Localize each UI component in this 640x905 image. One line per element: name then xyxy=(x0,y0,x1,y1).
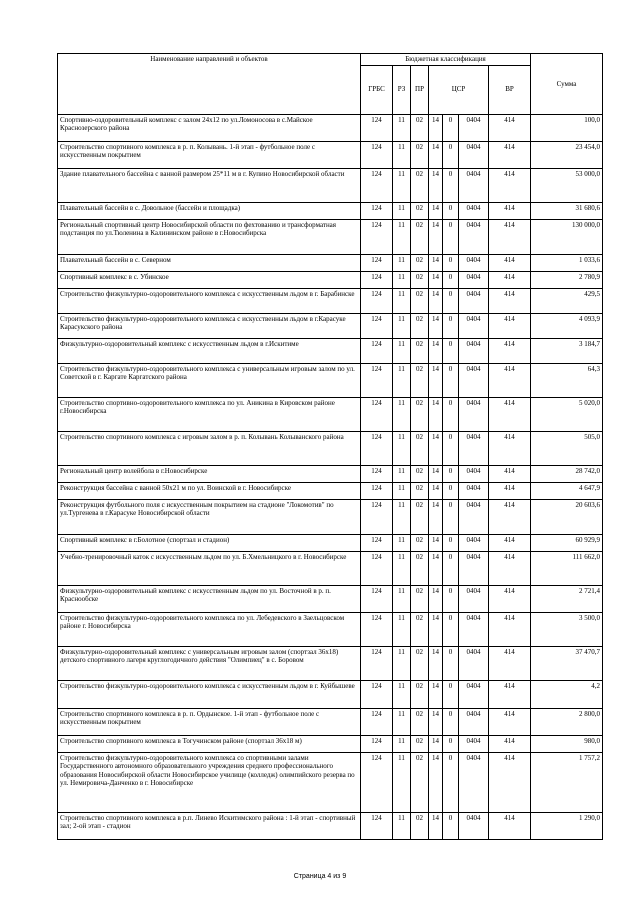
csr-subprogram-cell: 0 xyxy=(443,812,459,839)
vr-cell: 414 xyxy=(489,313,531,338)
csr-program-cell: 14 xyxy=(429,202,443,219)
grbs-cell: 124 xyxy=(361,551,393,585)
table-row xyxy=(58,271,603,288)
csr-subprogram-cell: 0 xyxy=(443,680,459,708)
object-name-cell: Строительство спортивного комплекса в р. п. Колывань. 1-й этап - футбольное поле с искусственным покрытием xyxy=(58,141,361,168)
grbs-cell: 124 xyxy=(361,431,393,465)
csr-code-cell: 0404 xyxy=(459,288,489,313)
grbs-cell: 124 xyxy=(361,202,393,219)
pr-cell: 02 xyxy=(411,114,429,141)
rz-cell: 11 xyxy=(393,534,411,551)
csr-code-cell: 0404 xyxy=(459,752,489,812)
csr-subprogram-cell: 0 xyxy=(443,363,459,397)
sum-cell: 1 290,0 xyxy=(531,812,603,839)
object-name-cell: Строительство физкультурно-оздоровительного комплекса с искусственным льдом в г.Карасуке Карасукского района xyxy=(58,313,361,338)
sum-cell: 2 721,4 xyxy=(531,585,603,612)
csr-code-cell: 0404 xyxy=(459,397,489,431)
table-row xyxy=(58,482,603,499)
grbs-cell: 124 xyxy=(361,465,393,482)
rz-cell: 11 xyxy=(393,680,411,708)
rz-cell: 11 xyxy=(393,338,411,363)
pr-cell: 02 xyxy=(411,271,429,288)
csr-subprogram-cell: 0 xyxy=(443,271,459,288)
object-name-cell: Региональный центр волейбола в г.Новосибирске xyxy=(58,465,361,482)
table-row xyxy=(58,288,603,313)
table-row xyxy=(58,313,603,338)
csr-program-cell: 14 xyxy=(429,812,443,839)
object-name-cell: Физкультурно-оздоровительный комплекс с искусственным льдом по ул. Восточной в р. п. Краснообске xyxy=(58,585,361,612)
pr-cell: 02 xyxy=(411,482,429,499)
grbs-cell: 124 xyxy=(361,397,393,431)
table-row xyxy=(58,551,603,585)
vr-cell: 414 xyxy=(489,482,531,499)
rz-cell: 11 xyxy=(393,397,411,431)
vr-cell: 414 xyxy=(489,271,531,288)
grbs-cell: 124 xyxy=(361,585,393,612)
table-row xyxy=(58,431,603,465)
object-name-cell: Спортивный комплекс в г.Болотное (спортзал и стадион) xyxy=(58,534,361,551)
sum-cell: 429,5 xyxy=(531,288,603,313)
csr-code-cell: 0404 xyxy=(459,708,489,735)
pr-cell: 02 xyxy=(411,141,429,168)
pr-cell: 02 xyxy=(411,551,429,585)
rz-cell: 11 xyxy=(393,482,411,499)
header-grbs: ГРБС xyxy=(361,65,393,114)
grbs-cell: 124 xyxy=(361,812,393,839)
header-rz: РЗ xyxy=(393,65,411,114)
sum-cell: 3 500,0 xyxy=(531,612,603,646)
grbs-cell: 124 xyxy=(361,114,393,141)
vr-cell: 414 xyxy=(489,708,531,735)
sum-cell: 4 093,9 xyxy=(531,313,603,338)
csr-program-cell: 14 xyxy=(429,534,443,551)
vr-cell: 414 xyxy=(489,141,531,168)
csr-code-cell: 0404 xyxy=(459,812,489,839)
vr-cell: 414 xyxy=(489,288,531,313)
csr-subprogram-cell: 0 xyxy=(443,431,459,465)
sum-cell: 505,0 xyxy=(531,431,603,465)
csr-program-cell: 14 xyxy=(429,338,443,363)
rz-cell: 11 xyxy=(393,465,411,482)
csr-subprogram-cell: 0 xyxy=(443,534,459,551)
csr-subprogram-cell: 0 xyxy=(443,708,459,735)
object-name-cell: Строительство спортивного комплекса в р.п. Линево Искитимского района : 1-й этап - спортивный зал; 2-ой этап - стадион xyxy=(58,812,361,839)
vr-cell: 414 xyxy=(489,202,531,219)
grbs-cell: 124 xyxy=(361,499,393,534)
budget-table xyxy=(57,53,603,840)
table-row xyxy=(58,141,603,168)
table-row xyxy=(58,397,603,431)
pr-cell: 02 xyxy=(411,585,429,612)
csr-program-cell: 14 xyxy=(429,271,443,288)
csr-program-cell: 14 xyxy=(429,680,443,708)
vr-cell: 414 xyxy=(489,431,531,465)
csr-subprogram-cell: 0 xyxy=(443,254,459,271)
vr-cell: 414 xyxy=(489,646,531,680)
object-name-cell: Здание плавательного бассейна с ванной размером 25*11 м в г. Купино Новосибирской области xyxy=(58,168,361,202)
table-row xyxy=(58,534,603,551)
object-name-cell: Физкультурно-оздоровительный комплекс с универсальным игровым залом (спортзал 36х18) детского спортивного лагеря круглогодичного действия "Олимпиец" в с. Боровом xyxy=(58,646,361,680)
table-row xyxy=(58,612,603,646)
csr-code-cell: 0404 xyxy=(459,431,489,465)
pr-cell: 02 xyxy=(411,219,429,254)
rz-cell: 11 xyxy=(393,114,411,141)
grbs-cell: 124 xyxy=(361,141,393,168)
object-name-cell: Физкультурно-оздоровительный комплекс с искусственным льдом в г.Искитиме xyxy=(58,338,361,363)
object-name-cell: Строительство физкультурно-оздоровительного комплекса со спортивными залами Государственного автономного образовательного учреждения среднего профессионального образования Новосибирской области Новосибирское училище (колледж) олимпийского резерва по ул. Немировича-Данченко в г. Новосибирске xyxy=(58,752,361,812)
csr-subprogram-cell: 0 xyxy=(443,202,459,219)
csr-code-cell: 0404 xyxy=(459,499,489,534)
csr-subprogram-cell: 0 xyxy=(443,482,459,499)
grbs-cell: 124 xyxy=(361,646,393,680)
rz-cell: 11 xyxy=(393,585,411,612)
table-row xyxy=(58,168,603,202)
object-name-cell: Плавательный бассейн в с. Довольное (бассейн и площадка) xyxy=(58,202,361,219)
sum-cell: 1 033,6 xyxy=(531,254,603,271)
table-row xyxy=(58,202,603,219)
vr-cell: 414 xyxy=(489,114,531,141)
object-name-cell: Региональный спортивный центр Новосибирской области по фехтованию и трансформатная подстанция по ул.Тюленина в Калининском районе в г.Новосибирска xyxy=(58,219,361,254)
pr-cell: 02 xyxy=(411,708,429,735)
header-budget-classification: Бюджетная классификация xyxy=(361,54,531,66)
grbs-cell: 124 xyxy=(361,708,393,735)
vr-cell: 414 xyxy=(489,168,531,202)
sum-cell: 100,0 xyxy=(531,114,603,141)
header-pr: ПР xyxy=(411,65,429,114)
vr-cell: 414 xyxy=(489,612,531,646)
csr-program-cell: 14 xyxy=(429,482,443,499)
csr-program-cell: 14 xyxy=(429,612,443,646)
csr-program-cell: 14 xyxy=(429,585,443,612)
csr-code-cell: 0404 xyxy=(459,313,489,338)
pr-cell: 02 xyxy=(411,812,429,839)
vr-cell: 414 xyxy=(489,752,531,812)
csr-subprogram-cell: 0 xyxy=(443,735,459,752)
csr-program-cell: 14 xyxy=(429,735,443,752)
object-name-cell: Учебно-тренировочный каток с искусственным льдом по ул. Б.Хмельницкого в г. Новосибирске xyxy=(58,551,361,585)
rz-cell: 11 xyxy=(393,646,411,680)
pr-cell: 02 xyxy=(411,254,429,271)
table-row xyxy=(58,585,603,612)
object-name-cell: Строительство физкультурно-оздоровительного комплекса по ул. Лебедевского в Заельцовском районе г. Новосибирска xyxy=(58,612,361,646)
rz-cell: 11 xyxy=(393,812,411,839)
csr-code-cell: 0404 xyxy=(459,646,489,680)
rz-cell: 11 xyxy=(393,202,411,219)
grbs-cell: 124 xyxy=(361,363,393,397)
grbs-cell: 124 xyxy=(361,219,393,254)
csr-program-cell: 14 xyxy=(429,431,443,465)
rz-cell: 11 xyxy=(393,288,411,313)
grbs-cell: 124 xyxy=(361,313,393,338)
object-name-cell: Строительство спортивного комплекса в Тогучинском районе (спортзал 36х18 м) xyxy=(58,735,361,752)
pr-cell: 02 xyxy=(411,288,429,313)
csr-subprogram-cell: 0 xyxy=(443,141,459,168)
sum-cell: 980,0 xyxy=(531,735,603,752)
csr-subprogram-cell: 0 xyxy=(443,313,459,338)
csr-code-cell: 0404 xyxy=(459,254,489,271)
table-row xyxy=(58,708,603,735)
csr-program-cell: 14 xyxy=(429,551,443,585)
sum-cell: 37 470,7 xyxy=(531,646,603,680)
csr-code-cell: 0404 xyxy=(459,219,489,254)
grbs-cell: 124 xyxy=(361,534,393,551)
vr-cell: 414 xyxy=(489,735,531,752)
csr-code-cell: 0404 xyxy=(459,363,489,397)
object-name-cell: Плавательный бассейн в с. Северном xyxy=(58,254,361,271)
sum-cell: 31 680,6 xyxy=(531,202,603,219)
rz-cell: 11 xyxy=(393,612,411,646)
csr-program-cell: 14 xyxy=(429,499,443,534)
sum-cell: 20 603,6 xyxy=(531,499,603,534)
rz-cell: 11 xyxy=(393,735,411,752)
sum-cell: 3 184,7 xyxy=(531,338,603,363)
sum-cell: 28 742,0 xyxy=(531,465,603,482)
table-row xyxy=(58,338,603,363)
csr-subprogram-cell: 0 xyxy=(443,551,459,585)
pr-cell: 02 xyxy=(411,338,429,363)
table-row xyxy=(58,646,603,680)
sum-cell: 4,2 xyxy=(531,680,603,708)
rz-cell: 11 xyxy=(393,752,411,812)
rz-cell: 11 xyxy=(393,219,411,254)
rz-cell: 11 xyxy=(393,168,411,202)
grbs-cell: 124 xyxy=(361,271,393,288)
rz-cell: 11 xyxy=(393,271,411,288)
rz-cell: 11 xyxy=(393,313,411,338)
csr-subprogram-cell: 0 xyxy=(443,752,459,812)
grbs-cell: 124 xyxy=(361,680,393,708)
sum-cell: 130 000,0 xyxy=(531,219,603,254)
header-csr: ЦСР xyxy=(429,65,489,114)
csr-code-cell: 0404 xyxy=(459,202,489,219)
grbs-cell: 124 xyxy=(361,288,393,313)
pr-cell: 02 xyxy=(411,431,429,465)
vr-cell: 414 xyxy=(489,534,531,551)
pr-cell: 02 xyxy=(411,646,429,680)
grbs-cell: 124 xyxy=(361,735,393,752)
rz-cell: 11 xyxy=(393,551,411,585)
csr-subprogram-cell: 0 xyxy=(443,168,459,202)
csr-subprogram-cell: 0 xyxy=(443,612,459,646)
sum-cell: 2 780,9 xyxy=(531,271,603,288)
vr-cell: 414 xyxy=(489,338,531,363)
rz-cell: 11 xyxy=(393,708,411,735)
sum-cell: 60 929,9 xyxy=(531,534,603,551)
sum-cell: 1 757,2 xyxy=(531,752,603,812)
header-name-column: Наименование направлений и объектов xyxy=(58,54,361,115)
pr-cell: 02 xyxy=(411,752,429,812)
pr-cell: 02 xyxy=(411,612,429,646)
csr-code-cell: 0404 xyxy=(459,141,489,168)
object-name-cell: Строительство физкультурно-оздоровительного комплекса с искусственным льдом в г. Барабинске xyxy=(58,288,361,313)
csr-program-cell: 14 xyxy=(429,752,443,812)
csr-subprogram-cell: 0 xyxy=(443,114,459,141)
pr-cell: 02 xyxy=(411,499,429,534)
csr-program-cell: 14 xyxy=(429,313,443,338)
table-row xyxy=(58,752,603,812)
sum-cell: 23 454,0 xyxy=(531,141,603,168)
grbs-cell: 124 xyxy=(361,482,393,499)
grbs-cell: 124 xyxy=(361,338,393,363)
header-sum-column: Сумма xyxy=(531,54,603,115)
vr-cell: 414 xyxy=(489,585,531,612)
object-name-cell: Строительство спортивного комплекса с игровым залом в р. п. Колывань Колыванского района xyxy=(58,431,361,465)
object-name-cell: Реконструкция футбольного поля с искусственным покрытием на стадионе "Локомотив" по ул.Тургенева в г.Карасуке Новосибирской области xyxy=(58,499,361,534)
csr-subprogram-cell: 0 xyxy=(443,288,459,313)
object-name-cell: Строительство физкультурно-оздоровительного комплекса с искусственным льдом в г. Куйбышеве xyxy=(58,680,361,708)
pr-cell: 02 xyxy=(411,168,429,202)
table-row xyxy=(58,735,603,752)
csr-code-cell: 0404 xyxy=(459,482,489,499)
rz-cell: 11 xyxy=(393,499,411,534)
grbs-cell: 124 xyxy=(361,612,393,646)
csr-program-cell: 14 xyxy=(429,254,443,271)
rz-cell: 11 xyxy=(393,431,411,465)
csr-program-cell: 14 xyxy=(429,219,443,254)
csr-code-cell: 0404 xyxy=(459,271,489,288)
csr-program-cell: 14 xyxy=(429,646,443,680)
csr-program-cell: 14 xyxy=(429,288,443,313)
rz-cell: 11 xyxy=(393,141,411,168)
grbs-cell: 124 xyxy=(361,168,393,202)
csr-program-cell: 14 xyxy=(429,168,443,202)
vr-cell: 414 xyxy=(489,397,531,431)
sum-cell: 111 662,0 xyxy=(531,551,603,585)
pr-cell: 02 xyxy=(411,680,429,708)
vr-cell: 414 xyxy=(489,219,531,254)
csr-code-cell: 0404 xyxy=(459,680,489,708)
object-name-cell: Спортивный комплекс в с. Убинское xyxy=(58,271,361,288)
csr-subprogram-cell: 0 xyxy=(443,499,459,534)
vr-cell: 414 xyxy=(489,551,531,585)
grbs-cell: 124 xyxy=(361,752,393,812)
csr-code-cell: 0404 xyxy=(459,585,489,612)
object-name-cell: Строительство спортивного комплекса в р. п. Ордынское. 1-й этап - футбольное поле с искусственным покрытием xyxy=(58,708,361,735)
vr-cell: 414 xyxy=(489,254,531,271)
csr-code-cell: 0404 xyxy=(459,735,489,752)
csr-code-cell: 0404 xyxy=(459,612,489,646)
pr-cell: 02 xyxy=(411,313,429,338)
page-footer: Страница 4 из 9 xyxy=(293,873,347,880)
sum-cell: 5 020,0 xyxy=(531,397,603,431)
table-row xyxy=(58,812,603,839)
pr-cell: 02 xyxy=(411,465,429,482)
csr-subprogram-cell: 0 xyxy=(443,397,459,431)
pr-cell: 02 xyxy=(411,397,429,431)
csr-program-cell: 14 xyxy=(429,114,443,141)
csr-code-cell: 0404 xyxy=(459,465,489,482)
csr-program-cell: 14 xyxy=(429,465,443,482)
csr-program-cell: 14 xyxy=(429,397,443,431)
table-row xyxy=(58,363,603,397)
csr-code-cell: 0404 xyxy=(459,534,489,551)
header-vr: ВР xyxy=(489,65,531,114)
vr-cell: 414 xyxy=(489,812,531,839)
sum-cell: 4 647,9 xyxy=(531,482,603,499)
vr-cell: 414 xyxy=(489,680,531,708)
csr-code-cell: 0404 xyxy=(459,114,489,141)
object-name-cell: Строительство физкультурно-оздоровительного комплекса с универсальным игровым залом по ул. Советской в г. Каргате Каргатского района xyxy=(58,363,361,397)
csr-code-cell: 0404 xyxy=(459,338,489,363)
pr-cell: 02 xyxy=(411,735,429,752)
sum-cell: 53 000,0 xyxy=(531,168,603,202)
sum-cell: 2 800,0 xyxy=(531,708,603,735)
csr-subprogram-cell: 0 xyxy=(443,646,459,680)
rz-cell: 11 xyxy=(393,363,411,397)
object-name-cell: Строительство спортивно-оздоровительного комплекса по ул. Аникина в Кировском районе г.Новосибирска xyxy=(58,397,361,431)
vr-cell: 414 xyxy=(489,363,531,397)
vr-cell: 414 xyxy=(489,499,531,534)
csr-program-cell: 14 xyxy=(429,363,443,397)
vr-cell: 414 xyxy=(489,465,531,482)
csr-subprogram-cell: 0 xyxy=(443,338,459,363)
table-row xyxy=(58,254,603,271)
table-row xyxy=(58,114,603,141)
csr-subprogram-cell: 0 xyxy=(443,219,459,254)
csr-program-cell: 14 xyxy=(429,141,443,168)
pr-cell: 02 xyxy=(411,202,429,219)
csr-program-cell: 14 xyxy=(429,708,443,735)
object-name-cell: Реконструкция бассейна с ванной 50х21 м по ул. Воинской в г. Новосибирске xyxy=(58,482,361,499)
table-row xyxy=(58,219,603,254)
table-row xyxy=(58,465,603,482)
csr-code-cell: 0404 xyxy=(459,168,489,202)
sum-cell: 64,3 xyxy=(531,363,603,397)
table-row xyxy=(58,680,603,708)
csr-subprogram-cell: 0 xyxy=(443,585,459,612)
pr-cell: 02 xyxy=(411,363,429,397)
rz-cell: 11 xyxy=(393,254,411,271)
object-name-cell: Спортивно-оздоровительный комплекс с залом 24х12 по ул.Ломоносова в с.Майское Краснозерского района xyxy=(58,114,361,141)
table-row xyxy=(58,499,603,534)
grbs-cell: 124 xyxy=(361,254,393,271)
pr-cell: 02 xyxy=(411,534,429,551)
csr-code-cell: 0404 xyxy=(459,551,489,585)
csr-subprogram-cell: 0 xyxy=(443,465,459,482)
